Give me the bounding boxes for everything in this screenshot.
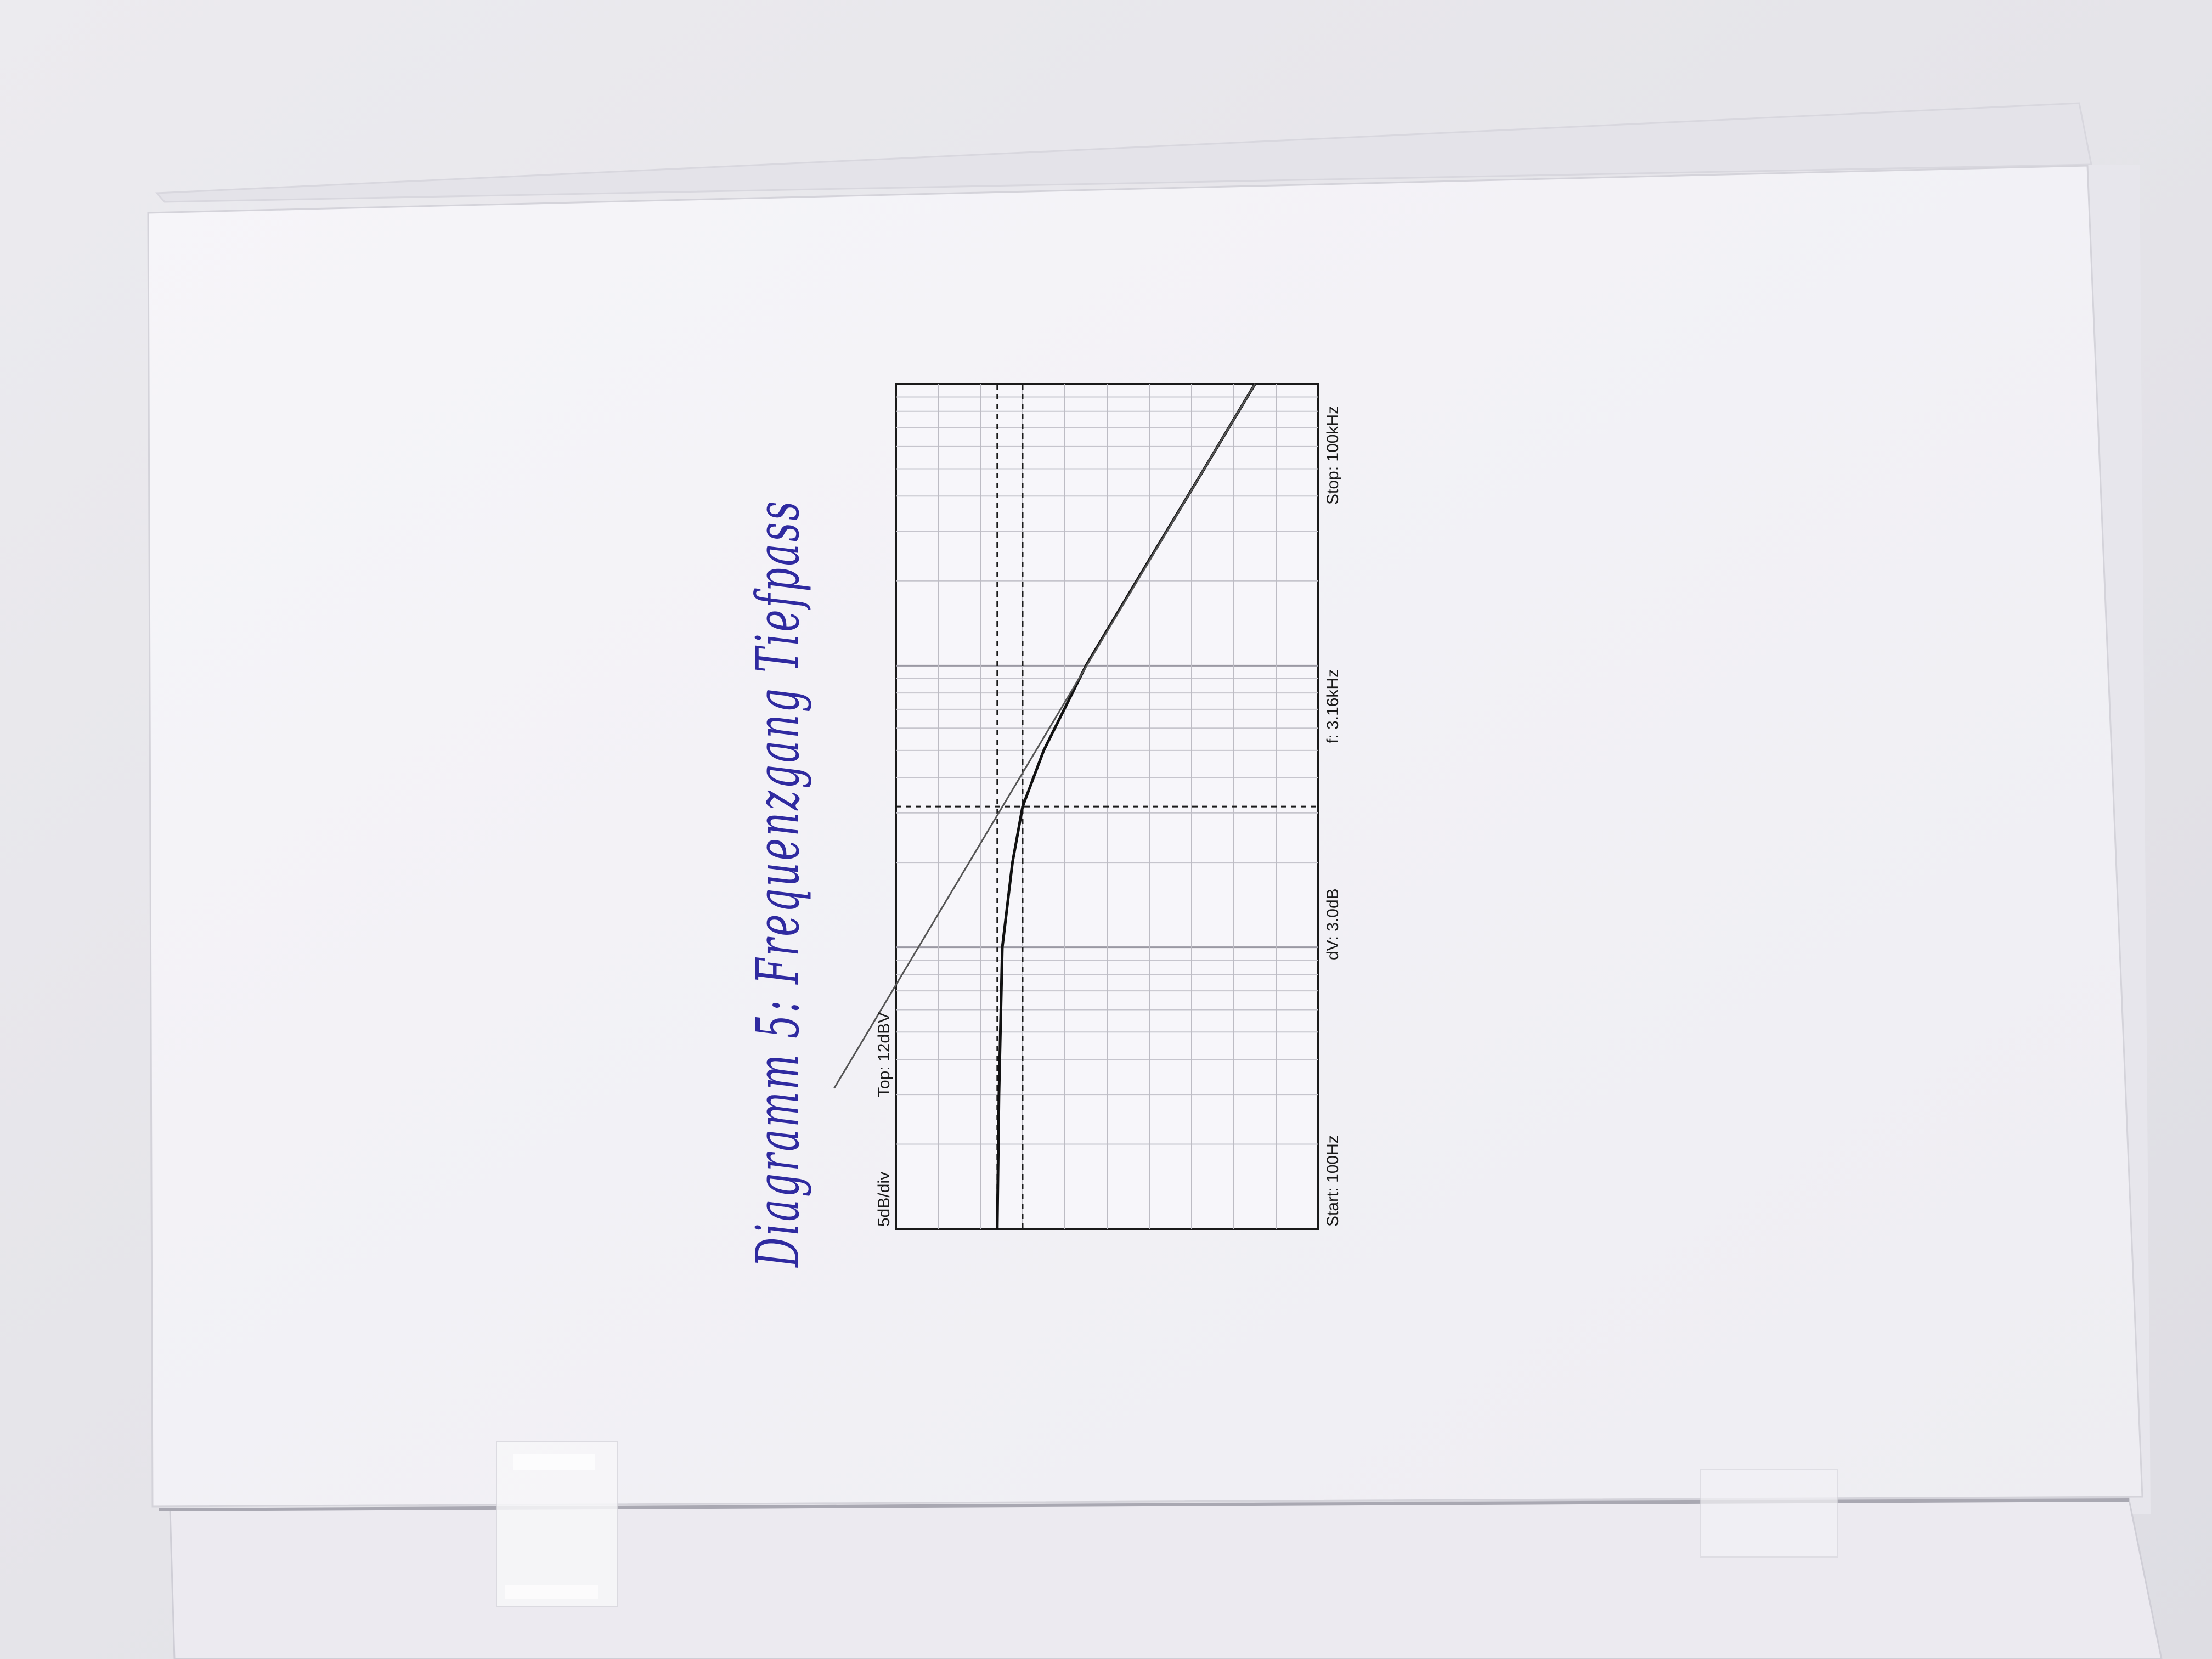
- handwritten-title: Diagramm 5: Frequenzgang Tiefpass: [744, 44, 812, 1267]
- plot-area: [834, 384, 1342, 1229]
- lower-page: [170, 1498, 2162, 1659]
- label-top: Top: 12dBV: [875, 1012, 893, 1097]
- label-stop: Stop: 100kHz: [1324, 405, 1342, 505]
- tape-right: [1701, 1469, 1838, 1557]
- tape-left: [496, 1442, 617, 1606]
- label-scale: 5dB/div: [875, 1171, 893, 1227]
- label-dv: dV: 3.0dB: [1324, 888, 1342, 960]
- label-f: f: 3.16kHz: [1324, 669, 1342, 743]
- label-start: Start: 100Hz: [1324, 1135, 1342, 1227]
